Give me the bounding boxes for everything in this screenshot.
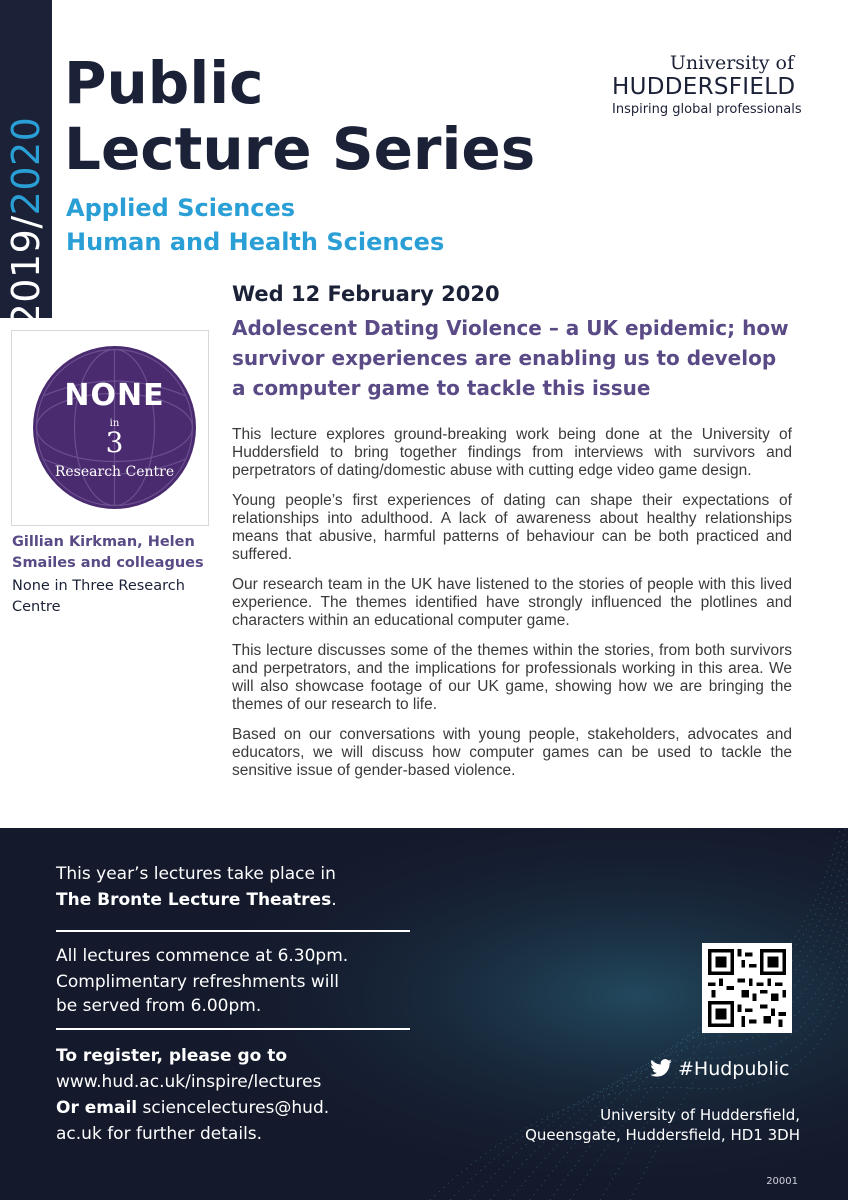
logo-none: NONE bbox=[64, 378, 165, 413]
year-band bbox=[0, 0, 52, 328]
year-end: 2020 bbox=[4, 116, 48, 216]
globe-logo bbox=[33, 346, 196, 509]
twitter-handle-row[interactable] bbox=[650, 1058, 796, 1080]
speakers: Gillian Kirkman, Helen Smailes and colleagues bbox=[12, 534, 204, 571]
paragraph-4: This lecture discusses some of the themes within the stories, from both survivors and perpetrators, and the implications for professionals working in this area. We will also showcase footage of our UK game, showing how we are bringing the themes of our research to life. bbox=[232, 642, 792, 713]
email-label: Or email bbox=[56, 1098, 138, 1118]
register-url[interactable]: www.hud.ac.uk/inspire/lectures bbox=[56, 1072, 322, 1092]
time-line-2: Complimentary refreshments will bbox=[56, 972, 339, 992]
title-line-1: Public bbox=[64, 49, 264, 117]
lecture-description bbox=[232, 426, 792, 792]
qr-code-icon bbox=[708, 949, 786, 1027]
year-start: 2019/ bbox=[4, 215, 48, 328]
title-line-2: Lecture Series bbox=[64, 115, 536, 183]
register-label: To register, please go to bbox=[56, 1046, 288, 1066]
event-date: Wed 12 February 2020 bbox=[232, 282, 500, 306]
email-line bbox=[56, 1096, 329, 1120]
divider-1 bbox=[56, 930, 410, 932]
venue-line-1: This year’s lectures take place in bbox=[56, 864, 336, 884]
paragraph-2: Young people’s first experiences of dating can shape their expectations of relationships into adulthood. A lack of awareness about healthy relationships means that abusive, harmful patterns of behaviour can be both practiced and suffered. bbox=[232, 492, 792, 563]
address-line-1: University of Huddersfield, bbox=[600, 1106, 800, 1124]
qr-code[interactable] bbox=[702, 943, 792, 1033]
department-1: Applied Sciences bbox=[66, 194, 296, 222]
footer bbox=[0, 828, 848, 1200]
time-line-3: be served from 6.00pm. bbox=[56, 996, 262, 1016]
venue-name: The Bronte Lecture Theatres bbox=[56, 890, 332, 910]
affiliation: None in Three Research Centre bbox=[12, 578, 185, 615]
university-of: University of bbox=[669, 52, 794, 74]
logo-three: 3 bbox=[105, 426, 124, 459]
paragraph-3: Our research team in the UK have listened to the stories of people with this lived experience. The themes identified have strongly influenced the plotlines and characters within an educational computer game. bbox=[232, 576, 792, 629]
time-line-1: All lectures commence at 6.30pm. bbox=[56, 946, 349, 966]
university-name: HUDDERSFIELD bbox=[612, 74, 796, 100]
event-title: Adolescent Dating Violence – a UK epidemic; how survivor experiences are enabling us to develop a computer game to tackle this issue bbox=[232, 316, 789, 400]
twitter-handle: #Hudpublic bbox=[678, 1058, 790, 1080]
email-address[interactable]: sciencelectures@hud. bbox=[142, 1098, 330, 1118]
email-line-2: ac.uk for further details. bbox=[56, 1124, 263, 1144]
logo-research-centre: Research Centre bbox=[54, 464, 175, 480]
twitter-icon bbox=[650, 1059, 672, 1077]
paragraph-5: Based on our conversations with young people, stakeholders, advocates and educators, we will discuss how computer games can be used to tackle the sensitive issue of gender-based violence. bbox=[232, 726, 792, 779]
research-centre-logo bbox=[11, 330, 209, 526]
logo-in: in bbox=[109, 418, 120, 429]
document-code: 20001 bbox=[766, 1176, 798, 1187]
venue-period: . bbox=[331, 890, 337, 910]
address-line-2: Queensgate, Huddersfield, HD1 3DH bbox=[525, 1126, 800, 1144]
venue-line-2 bbox=[56, 888, 337, 912]
university-tagline: Inspiring global professionals bbox=[612, 102, 802, 117]
university-logo bbox=[612, 52, 802, 117]
year-label bbox=[4, 117, 48, 328]
divider-2 bbox=[56, 1028, 410, 1030]
department-2: Human and Health Sciences bbox=[66, 228, 445, 256]
paragraph-1: This lecture explores ground-breaking work being done at the University of Huddersfield to bring together findings from interviews with survivors and perpetrators of dating/domestic abuse with cutting edge video game design. bbox=[232, 426, 792, 479]
